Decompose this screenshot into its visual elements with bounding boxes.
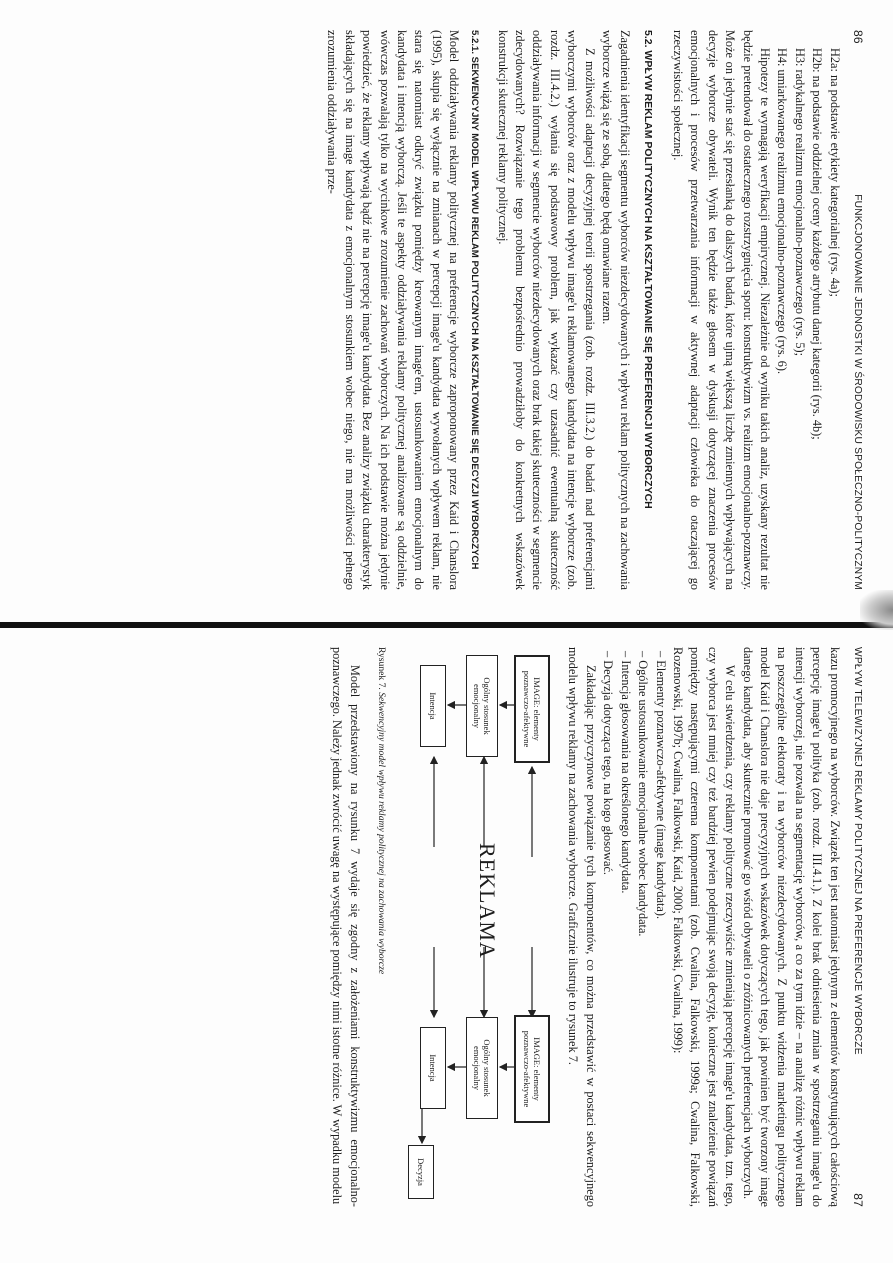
gutter-shadow bbox=[860, 590, 893, 630]
paragraph: Model przedstawiony na rysunku 7 wydaje się zgodny z założeniami konstruktywizmu emocjonalno-poznawczego. Należy jednak zwrócić uwagę na występujące pomiędzy nimi istotne różnice. W wypadku modelu bbox=[330, 647, 362, 1207]
right-image-box: IMAGE: elementy poznawczo-afektywne bbox=[514, 1015, 550, 1123]
running-head-title: WPŁYW TELEWIZYJNEJ REKLAMY POLITYCZNEJ NA PREFERENCJE WYBORCZE bbox=[852, 647, 863, 1055]
subsection-heading: 5.2.1. SEKWENCYJNY MODEL WPŁYWU REKLAM POLITYCZNYCH NA KSZTAŁTOWANIE SIĘ DECYZJI WYBORCZYCH bbox=[469, 30, 481, 570]
left-intention-box: Intencja bbox=[420, 665, 446, 747]
paragraph: Hipotezy te wymagają weryfikacji empirycznej. Niezależnie od wyniku takich analiz, uzyskany rezultat nie będzie pretendował do ostatecznego rozstrzygnięcia sporu: konstruktywizm vs. realizm emocjonalno-poznawczy. Może on jedynie stać się przesłanką do dalszych badań, które ujmą większą liczbę zmiennych wpływających na decyzje wyborcze obywateli. Wynik ten będzie także głosem w dyskusji dotyczącej znaczenia procesów emocjonalnych i procesów przetwarzania informacji w aktywnej adaptacji człowieka do otaczającej go rzeczywistości społecznej. bbox=[670, 30, 772, 590]
sequential-model-figure bbox=[394, 647, 552, 1207]
list-item: – Elementy poznawczo-afektywne (image kandydata). bbox=[651, 647, 668, 1207]
hypothesis-h2b: H2b: na podstawie oddzielnej oceny każdego atrybutu danej kategorii (rys. 4b); bbox=[810, 48, 825, 440]
page-number: 86 bbox=[851, 30, 865, 44]
section-heading: 5.2. WPŁYW REKLAM POLITYCZNYCH NA KSZTAŁTOWANIE SIĘ PREFERENCJI WYBORCZYCH bbox=[641, 30, 654, 509]
hypothesis-h3: H3: radykalnego realizmu emocjonalno-poznawczego (rys. 5); bbox=[792, 48, 807, 356]
paragraph: Z możliwości adaptacji decyzyjnej teorii spostrzegania (zob. rozdz. III.3.2.) do badań nad preferencjami wyborczymi wyborców oraz z modelu wpływu image'u reklamowanego kandydata na intencje wyborcze (zob. rozdz. III.4.2.) wyłania się podstawowy problem, jak wykazać czy uzasadnić ewentualną skuteczność oddziaływania informacji w segmencie wyborców niezdecydowanych oraz brak takiej skuteczności w segmencie zdecydowanych? Rozwiązanie tego problemu bezpośrednio prowadziłoby do konkretnych wskazówek konstrukcji skutecznej reklamy politycznej. bbox=[495, 30, 597, 590]
paragraph: Zagadnienia identyfikacji segmentu wyborców niezdecydowanych i wpływu reklam politycznych na zachowania wyborcze wiążą się ze sobą, dlatego będą omawiane razem. bbox=[600, 30, 632, 590]
list-item: – Intencja głosowania na określonego kandydata. bbox=[616, 647, 633, 1207]
caption-text: Sekwencyjny model wpływu reklamy politycznej na zachowania wyborcze bbox=[376, 692, 388, 975]
running-head bbox=[849, 647, 866, 1207]
right-intention-box: Intencja bbox=[420, 1027, 446, 1109]
decision-box: Decyzja bbox=[408, 1145, 434, 1199]
list-item: – Decyzja dotycząca tego, na kogo głosować. bbox=[599, 647, 616, 1207]
paragraph: kazu promocyjnego na wyborców. Związek ten jest natomiast jedynym z elementów konstytuujących całościową percepcję image'u polityka (zob. rozdz. III.4.1.). Z kolei brak odniesienia zmian w spostrzeganiu image'u do intencji wyborczej, nie pozwala na segmentację wyborców, a co za tym idzie – na analizę różnic wpływu reklam na poszczególne elektoraty i na wyborców niezdecydowanych. Z punktu widzenia marketingu politycznego model Kaid i Chanslora nie daje precyzyjnych wskazówek dotyczących tego, jak powinien być tworzony image danego kandydata, aby skutecznie promować go wśród obywateli o zróżnicowanych preferencjach wyborczych. bbox=[740, 647, 842, 1207]
running-head bbox=[849, 30, 866, 590]
page-number: 87 bbox=[851, 1193, 865, 1207]
list-item: – Ogólne ustosunkowanie emocjonalne wobec kandydata. bbox=[634, 647, 651, 1207]
reklama-label: REKLAMA bbox=[475, 843, 501, 959]
component-list bbox=[599, 647, 669, 1207]
paragraph: Model oddziaływania reklamy politycznej na preferencje wyborcze zaproponowany przez Kaid i Chanslora (1995), skupia się wyłącznie na zmianach w percepcji image'u kandydata wywołanych wpływem reklam, nie stara się natomiast odkryć związku pomiędzy kreowanym image'em, ustosunkowaniem emocjonalnym do kandydata i intencją wyborczą. Jeśli te aspekty oddziaływania reklamy politycznej analizowane są oddzielnie, wówczas pozwalają tylko na wycinkowe zrozumienie zachowań wyborczych. Na ich podstawie można jedynie powiedzieć, że reklamy wpływają bądź nie na percepcję image'u kandydata. Bez analizy związku charakterystyk składających się na image kandydata z emocjonalnym stosunkiem wobec niego, nie ma możliwości pełnego zrozumienia oddziaływania prze- bbox=[325, 30, 462, 590]
caption-prefix: Rysunek 7. bbox=[376, 647, 388, 690]
figure-caption bbox=[373, 647, 390, 1207]
left-image-box: IMAGE: elementy poznawczo-afektywne bbox=[514, 655, 550, 763]
right-attitude-box: Ogólny stosunek emocjonalny bbox=[466, 1017, 498, 1119]
left-attitude-box: Ogólny stosunek emocjonalny bbox=[466, 655, 498, 757]
page-87 bbox=[328, 647, 866, 1207]
paragraph: W celu stwierdzenia, czy reklamy polityczne rzeczywiście zmieniają percepcję image'u kandydata, tzn. tego, czy wyborca jest mniej czy też bardziej pewien podejmując swoją decyzję, konieczne jest znalezienie powiązań pomiędzy następującymi czterema komponentami (zob. Cwalina, Falkowski, 1999a; Cwalina, Falkowski, Rozenowski, 1997b; Cwalina, Falkowski, Kaid, 2000; Falkowski, Cwalina, 1999): bbox=[670, 647, 738, 1207]
hypothesis-h2a: H2a: na podstawie etykiety kategorialnej (rys. 4a); bbox=[827, 48, 842, 297]
page-86 bbox=[323, 30, 866, 590]
hypothesis-h4: H4: umiarkowanego realizmu emocjonalno-poznawczego (rys. 6). bbox=[775, 48, 790, 375]
paragraph: Zakładając przyczynowe powiązanie tych komponentów, co można przedstawić w postaci sekwencyjnego modelu wpływu reklamy na zachowania wyborcze. Graficznie ilustruje to rysunek 7. bbox=[566, 647, 598, 1207]
running-head-title: FUNKCJONOWANIE JEDNOSTKI W ŚRODOWISKU SPOŁECZNO-POLITYCZNYM bbox=[852, 194, 863, 590]
book-gutter bbox=[0, 622, 893, 628]
